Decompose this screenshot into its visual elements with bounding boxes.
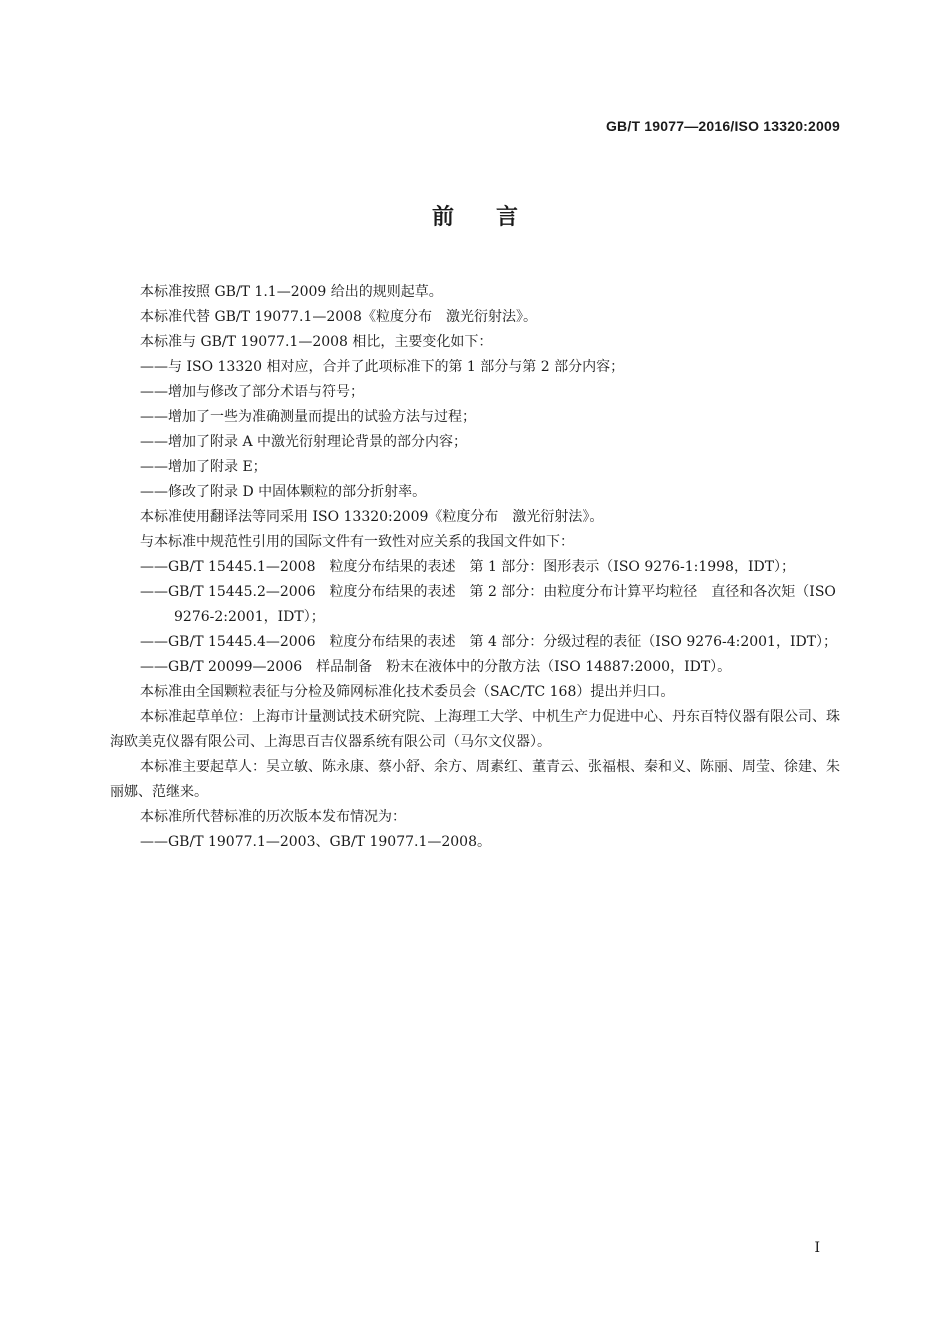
list-item: ——与 ISO 13320 相对应，合并了此项标准下的第 1 部分与第 2 部分内容； <box>140 359 625 375</box>
reference-item: ——GB/T 20099—2006 样品制备 粉末在液体中的分散方法（ISO 14887:2000，IDT）。 <box>140 659 732 675</box>
paragraph-changes-intro: 本标准与 GB/T 19077.1—2008 相比，主要变化如下： <box>140 334 493 350</box>
page-number: I <box>814 1240 820 1256</box>
paragraph-translation: 本标准使用翻译法等同采用 ISO 13320:2009《粒度分布 激光衍射法》。 <box>140 509 604 525</box>
paragraph-references-intro: 与本标准中规范性引用的国际文件有一致性对应关系的我国文件如下： <box>140 534 574 550</box>
list-item: ——修改了附录 D 中固体颗粒的部分折射率。 <box>140 484 427 500</box>
document-body <box>110 280 842 855</box>
reference-item: ——GB/T 15445.4—2006 粒度分布结果的表述 第 4 部分：分级过程的表征（ISO 9276-4:2001，IDT）； <box>140 634 838 650</box>
paragraph-drafting-rules: 本标准按照 GB/T 1.1—2009 给出的规则起草。 <box>140 284 443 300</box>
paragraph-history-intro: 本标准所代替标准的历次版本发布情况为： <box>140 809 406 825</box>
reference-item: ——GB/T 15445.2—2006 粒度分布结果的表述 第 2 部分：由粒度分布计算平均粒径 直径和各次矩（ISO 9276-2:2001，IDT）； <box>140 584 836 625</box>
paragraph-replaces: 本标准代替 GB/T 19077.1—2008《粒度分布 激光衍射法》。 <box>140 309 537 325</box>
list-item: ——GB/T 19077.1—2003、GB/T 19077.1—2008。 <box>140 834 491 850</box>
list-item: ——增加了附录 A 中激光衍射理论背景的部分内容； <box>140 434 468 450</box>
standard-number: GB/T 19077—2016/ISO 13320:2009 <box>605 118 840 134</box>
reference-item: ——GB/T 15445.1—2008 粒度分布结果的表述 第 1 部分：图形表示（ISO 9276-1:1998，IDT）； <box>140 559 796 575</box>
page-title: 前言 <box>431 205 560 230</box>
paragraph-drafting-units: 本标准起草单位：上海市计量测试技术研究院、上海理工大学、中机生产力促进中心、丹东百特仪器有限公司、珠海欧美克仪器有限公司、上海思百吉仪器系统有限公司（马尔文仪器）。 <box>110 709 840 750</box>
list-item: ——增加了附录 E； <box>140 459 267 475</box>
paragraph-committee: 本标准由全国颗粒表征与分检及筛网标准化技术委员会（SAC/TC 168）提出并归口。 <box>140 684 675 700</box>
list-item: ——增加与修改了部分术语与符号； <box>140 384 364 400</box>
paragraph-drafters: 本标准主要起草人：吴立敏、陈永康、蔡小舒、余方、周素红、董青云、张福根、秦和义、陈丽、周莹、徐建、朱丽娜、范继来。 <box>110 759 840 800</box>
list-item: ——增加了一些为准确测量而提出的试验方法与过程； <box>140 409 476 425</box>
